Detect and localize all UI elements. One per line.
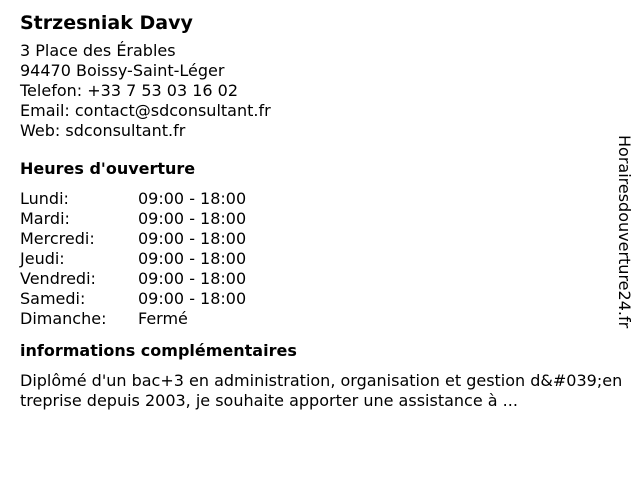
hours-row <box>20 209 246 229</box>
hours-row <box>20 289 246 309</box>
hours-time: 09:00 - 18:00 <box>138 249 247 268</box>
hours-row <box>20 269 246 289</box>
additional-info-text: Diplômé d'un bac+3 en administration, organisation et gestion d&#039;entreprise depuis 2003, je souhaite apporter une assistance à ... <box>20 371 623 410</box>
hours-row <box>20 309 246 329</box>
hours-time: 09:00 - 18:00 <box>138 209 247 228</box>
hours-day: Mardi: <box>20 209 70 228</box>
site-watermark: Horairesdouverture24.fr <box>615 135 634 329</box>
hours-day: Mercredi: <box>20 229 95 248</box>
business-details <box>20 10 623 411</box>
hours-time: 09:00 - 18:00 <box>138 229 247 248</box>
contact-block <box>20 41 610 141</box>
hours-row <box>20 229 246 249</box>
hours-time: Fermé <box>138 309 188 328</box>
web-line: Web: sdconsultant.fr <box>20 121 186 140</box>
hours-row <box>20 249 246 269</box>
hours-day: Samedi: <box>20 289 86 308</box>
additional-info-title: informations complémentaires <box>20 341 297 360</box>
hours-day: Jeudi: <box>20 249 65 268</box>
hours-time: 09:00 - 18:00 <box>138 289 247 308</box>
opening-hours-title: Heures d'ouverture <box>20 159 196 178</box>
address-street: 3 Place des Érables <box>20 41 176 60</box>
hours-day: Lundi: <box>20 189 69 208</box>
email-line: Email: contact@sdconsultant.fr <box>20 101 271 120</box>
opening-hours-table <box>20 189 246 329</box>
hours-day: Dimanche: <box>20 309 107 328</box>
business-name: Strzesniak Davy <box>20 12 193 34</box>
hours-row <box>20 189 246 209</box>
phone-line: Telefon: +33 7 53 03 16 02 <box>20 81 239 100</box>
hours-time: 09:00 - 18:00 <box>138 189 247 208</box>
hours-time: 09:00 - 18:00 <box>138 269 247 288</box>
hours-day: Vendredi: <box>20 269 96 288</box>
address-city: 94470 Boissy-Saint-Léger <box>20 61 225 80</box>
